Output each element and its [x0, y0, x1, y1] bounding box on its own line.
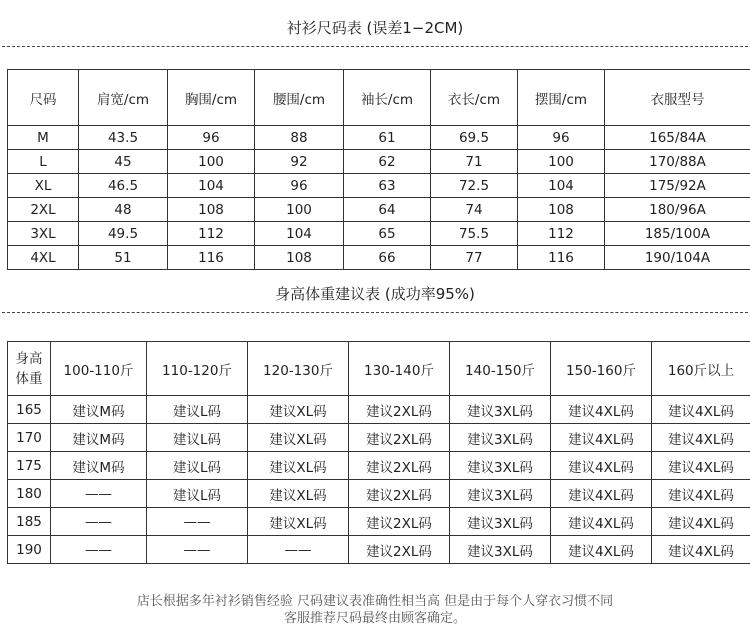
size-value-cell: 100: [518, 150, 605, 174]
weight-header-cell: 100-110斤: [51, 342, 147, 396]
size-value-cell: 108: [255, 246, 344, 270]
size-value-cell: 74: [431, 198, 518, 222]
size-value-cell: 71: [431, 150, 518, 174]
weight-header-cell: 160斤以上: [652, 342, 750, 396]
recommendation-cell: 建议XL码: [248, 396, 349, 424]
footer-note-line1: 店长根据多年衬衫销售经验 尺码建议表准确性相当高 但是由于每个人穿衣习惯不同: [136, 594, 614, 609]
table-row: [8, 174, 750, 198]
size-value-cell: 175/92A: [605, 174, 750, 198]
recommendation-cell: 建议M码: [51, 396, 147, 424]
size-value-cell: 69.5: [431, 126, 518, 150]
recommendation-cell: ——: [147, 536, 248, 564]
height-weight-table: [7, 341, 750, 564]
size-value-cell: 100: [255, 198, 344, 222]
size-header-cell: 摆围/cm: [518, 70, 605, 126]
size-value-cell: 65: [344, 222, 431, 246]
corner-height-label: 身高: [15, 350, 43, 367]
recommendation-cell: 建议4XL码: [652, 480, 750, 508]
size-value-cell: 108: [168, 198, 255, 222]
size-value-cell: 108: [518, 198, 605, 222]
recommendation-cell: 建议3XL码: [450, 396, 551, 424]
recommendation-cell: 建议XL码: [248, 480, 349, 508]
size-value-cell: 51: [79, 246, 168, 270]
height-label-cell: 175: [8, 452, 51, 480]
size-value-cell: 104: [518, 174, 605, 198]
size-value-cell: 180/96A: [605, 198, 750, 222]
size-header-cell: 衣长/cm: [431, 70, 518, 126]
table-row: [8, 536, 750, 564]
table-row: [8, 246, 750, 270]
size-value-cell: 112: [168, 222, 255, 246]
height-header-row: [8, 342, 750, 396]
size-header-cell: 袖长/cm: [344, 70, 431, 126]
height-label-cell: 190: [8, 536, 51, 564]
size-value-cell: 116: [168, 246, 255, 270]
size-value-cell: 43.5: [79, 126, 168, 150]
size-chart-title: 衬衫尺码表 (误差1−2CM): [286, 19, 464, 37]
recommendation-cell: ——: [51, 480, 147, 508]
table-row: [8, 222, 750, 246]
size-value-cell: 48: [79, 198, 168, 222]
size-value-cell: 170/88A: [605, 150, 750, 174]
size-value-cell: 185/100A: [605, 222, 750, 246]
height-label-cell: 180: [8, 480, 51, 508]
size-value-cell: 116: [518, 246, 605, 270]
weight-header-cell: 110-120斤: [147, 342, 248, 396]
size-header-cell: 腰围/cm: [255, 70, 344, 126]
height-chart-title: 身高体重建议表 (成功率95%): [275, 285, 475, 303]
recommendation-cell: 建议4XL码: [551, 480, 652, 508]
recommendation-cell: ——: [51, 508, 147, 536]
size-value-cell: 45: [79, 150, 168, 174]
recommendation-cell: 建议3XL码: [450, 480, 551, 508]
table-row: [8, 424, 750, 452]
size-header-row: [8, 70, 750, 126]
footer-note-line2: 客服推荐尺码最终由顾客确定。: [283, 611, 466, 626]
table-row: [8, 480, 750, 508]
size-value-cell: 49.5: [79, 222, 168, 246]
size-value-cell: 63: [344, 174, 431, 198]
size-value-cell: 104: [168, 174, 255, 198]
recommendation-cell: 建议2XL码: [349, 480, 450, 508]
recommendation-cell: 建议L码: [147, 396, 248, 424]
recommendation-cell: 建议4XL码: [652, 452, 750, 480]
recommendation-cell: 建议L码: [147, 452, 248, 480]
size-value-cell: 62: [344, 150, 431, 174]
size-header-cell: 尺码: [8, 70, 79, 126]
corner-weight-label: 体重: [15, 370, 43, 387]
table-row: [8, 198, 750, 222]
size-label-cell: XL: [8, 174, 79, 198]
recommendation-cell: 建议XL码: [248, 452, 349, 480]
size-value-cell: 77: [431, 246, 518, 270]
size-label-cell: M: [8, 126, 79, 150]
recommendation-cell: 建议4XL码: [652, 396, 750, 424]
size-value-cell: 190/104A: [605, 246, 750, 270]
recommendation-cell: 建议4XL码: [551, 452, 652, 480]
size-value-cell: 96: [168, 126, 255, 150]
recommendation-cell: ——: [147, 508, 248, 536]
size-value-cell: 72.5: [431, 174, 518, 198]
recommendation-cell: 建议XL码: [248, 508, 349, 536]
size-label-cell: 3XL: [8, 222, 79, 246]
size-value-cell: 96: [255, 174, 344, 198]
size-value-cell: 75.5: [431, 222, 518, 246]
recommendation-cell: 建议4XL码: [551, 508, 652, 536]
height-label-cell: 185: [8, 508, 51, 536]
weight-header-cell: 150-160斤: [551, 342, 652, 396]
recommendation-cell: 建议L码: [147, 424, 248, 452]
weight-header-cell: 140-150斤: [450, 342, 551, 396]
size-value-cell: 92: [255, 150, 344, 174]
size-value-cell: 112: [518, 222, 605, 246]
recommendation-cell: ——: [248, 536, 349, 564]
size-value-cell: 96: [518, 126, 605, 150]
size-value-cell: 66: [344, 246, 431, 270]
recommendation-cell: 建议2XL码: [349, 452, 450, 480]
dashed-divider: [2, 312, 748, 313]
recommendation-cell: 建议3XL码: [450, 424, 551, 452]
recommendation-cell: 建议3XL码: [450, 536, 551, 564]
size-header-cell: 衣服型号: [605, 70, 750, 126]
recommendation-cell: 建议4XL码: [551, 424, 652, 452]
size-value-cell: 88: [255, 126, 344, 150]
recommendation-cell: 建议2XL码: [349, 536, 450, 564]
table-row: [8, 126, 750, 150]
recommendation-cell: 建议XL码: [248, 424, 349, 452]
size-label-cell: 2XL: [8, 198, 79, 222]
recommendation-cell: 建议3XL码: [450, 508, 551, 536]
recommendation-cell: 建议4XL码: [652, 508, 750, 536]
recommendation-cell: 建议4XL码: [652, 424, 750, 452]
table-row: [8, 150, 750, 174]
weight-header-cell: 120-130斤: [248, 342, 349, 396]
corner-cell: [8, 342, 51, 396]
dashed-divider: [2, 46, 748, 47]
size-header-cell: 胸围/cm: [168, 70, 255, 126]
size-value-cell: 46.5: [79, 174, 168, 198]
recommendation-cell: ——: [51, 536, 147, 564]
recommendation-cell: 建议M码: [51, 424, 147, 452]
recommendation-cell: 建议4XL码: [551, 536, 652, 564]
weight-header-cell: 130-140斤: [349, 342, 450, 396]
size-header-cell: 肩宽/cm: [79, 70, 168, 126]
table-row: [8, 452, 750, 480]
size-value-cell: 104: [255, 222, 344, 246]
recommendation-cell: 建议L码: [147, 480, 248, 508]
size-label-cell: L: [8, 150, 79, 174]
height-label-cell: 170: [8, 424, 51, 452]
recommendation-cell: 建议3XL码: [450, 452, 551, 480]
size-label-cell: 4XL: [8, 246, 79, 270]
size-value-cell: 165/84A: [605, 126, 750, 150]
size-value-cell: 61: [344, 126, 431, 150]
table-row: [8, 508, 750, 536]
recommendation-cell: 建议4XL码: [551, 396, 652, 424]
recommendation-cell: 建议2XL码: [349, 508, 450, 536]
height-label-cell: 165: [8, 396, 51, 424]
size-value-cell: 100: [168, 150, 255, 174]
size-chart-table: [7, 69, 750, 270]
size-value-cell: 64: [344, 198, 431, 222]
recommendation-cell: 建议M码: [51, 452, 147, 480]
recommendation-cell: 建议4XL码: [652, 536, 750, 564]
recommendation-cell: 建议2XL码: [349, 396, 450, 424]
recommendation-cell: 建议2XL码: [349, 424, 450, 452]
table-row: [8, 396, 750, 424]
